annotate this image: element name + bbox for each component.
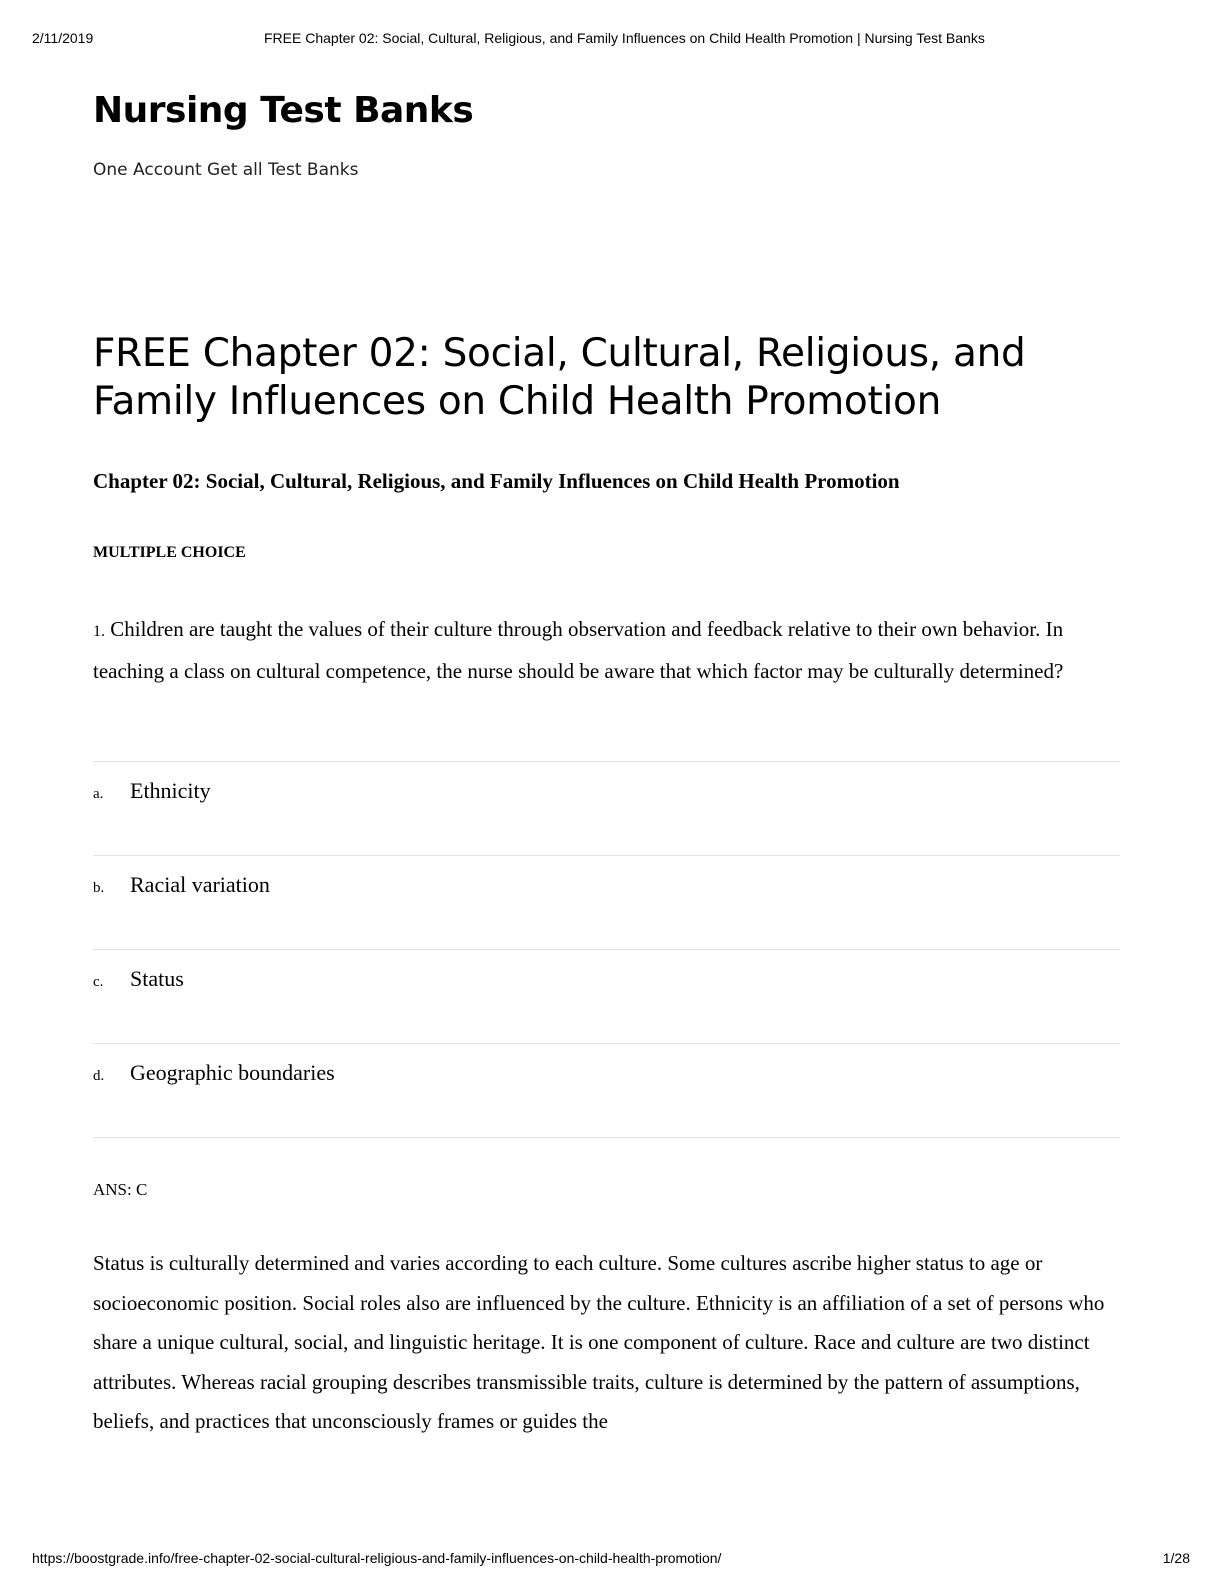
print-date: 2/11/2019 (32, 30, 94, 46)
option-c (93, 950, 1120, 1044)
option-letter: d. (93, 1068, 105, 1084)
question-number: 1. (93, 623, 105, 640)
print-document-title: FREE Chapter 02: Social, Cultural, Religious, and Family Influences on Child Health Promotion | Nursing Test Banks (264, 30, 985, 46)
question-stem (93, 610, 1093, 691)
question-text: Children are taught the values of their culture through observation and feedback relative to their own behavior. In teaching a class on cultural competence, the nurse should be aware that which factor may be culturally determined? (93, 617, 1064, 683)
option-letter: c. (93, 974, 104, 990)
site-title[interactable]: Nursing Test Banks (93, 90, 474, 131)
section-label: MULTIPLE CHOICE (93, 544, 246, 561)
answer-key: ANS: C (93, 1180, 148, 1199)
page-number: 1/28 (1162, 1550, 1190, 1566)
answer-rationale: Status is culturally determined and varies according to each culture. Some cultures ascribe higher status to age or socioeconomic position. Social roles also are influenced by the culture. Ethnicity is an affiliation of a set of persons who share a unique cultural, social, and linguistic heritage. It is one component of culture. Race and culture are two distinct attributes. Whereas racial grouping describes transmissible traits, culture is determined by the pattern of assumptions, beliefs, and practices that unconsciously frames or guides the (93, 1251, 1105, 1433)
print-header (32, 30, 1194, 50)
answer-options (93, 761, 1120, 1138)
print-footer (32, 1550, 1194, 1570)
post-title: FREE Chapter 02: Social, Cultural, Religious, and Family Influences on Child Health Promotion (93, 331, 1026, 424)
option-a (93, 762, 1120, 856)
page-url: https://boostgrade.info/free-chapter-02-social-cultural-religious-and-family-influences-on-child-health-promotion/ (32, 1550, 722, 1566)
option-text: Ethnicity (130, 778, 211, 803)
site-tagline: One Account Get all Test Banks (93, 160, 359, 180)
option-text: Geographic boundaries (130, 1060, 335, 1085)
option-letter: a. (93, 786, 104, 802)
option-text: Status (130, 966, 184, 991)
option-d (93, 1044, 1120, 1138)
option-letter: b. (93, 880, 105, 896)
option-b (93, 856, 1120, 950)
option-text: Racial variation (130, 872, 270, 897)
chapter-heading: Chapter 02: Social, Cultural, Religious, and Family Influences on Child Health Promotion (93, 469, 900, 493)
